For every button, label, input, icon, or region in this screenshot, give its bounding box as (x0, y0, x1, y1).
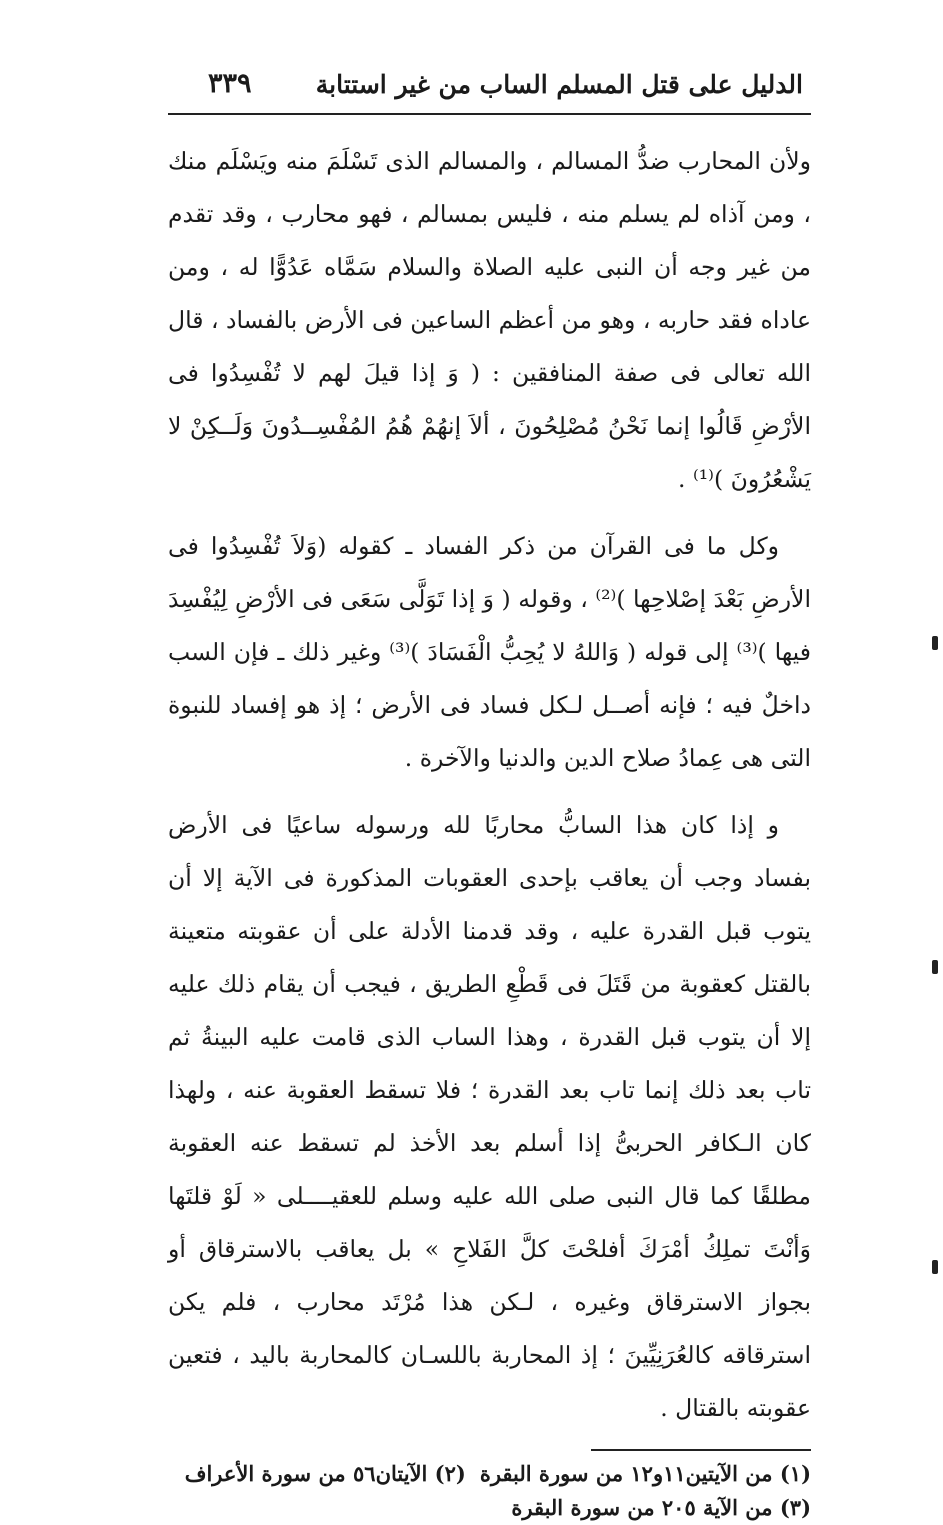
running-header (168, 68, 811, 115)
margin-mark (932, 1260, 938, 1274)
margin-mark (932, 960, 938, 974)
footnote-1: (١) من الآيتين١١و١٢ من سورة البقرة (479, 1461, 811, 1486)
footnote-line-1 (168, 1457, 811, 1491)
page-number: ٣٣٩ (208, 68, 252, 99)
footnotes (168, 1457, 811, 1525)
footnote-3: (٣) من الآية ٢٠٥ من سورة البقرة (511, 1495, 811, 1520)
footnote-divider (591, 1449, 811, 1451)
footnote-line-2 (168, 1491, 811, 1525)
main-text (168, 135, 811, 1435)
footnote-2: (٢) الآيتان٥٦ من سورة الأعراف (184, 1461, 466, 1486)
paragraph-2: وكل ما فى القرآن من ذكر الفساد ـ كقوله (وَلاَ تُفْسِدُوا فى الأرضِ بَعْدَ إصْلاحِها )⁽²⁾ ، وقوله ( وَ إذا تَوَلَّى سَعَى فى الأرْضِ لِيُفْسِدَ فيها )⁽³⁾ إلى قوله ( وَاللهُ لا يُحِبُّ الْفَسَادَ )⁽³⁾ وغير ذلك ـ فإن السب داخلٌ فيه ؛ فإنه أصــل لـكل فساد فى الأرض ؛ إذ هو إفساد للنبوة التى هى عِمادُ صلاح الدين والدنيا والآخرة . (168, 532, 811, 772)
paragraph-1: ولأن المحارب ضدُّ المسالم ، والمسالم الذى تَسْلَمَ منه ويَسْلَم منك ، ومن آذاه لم يسلم منه ، فليس بمسالم ، فهو محارب ، وقد تقدم من غير وجه أن النبى عليه الصلاة والسلام سَمَّاه عَدُوًّا له ، ومن عاداه فقد حاربه ، وهو من أعظم الساعين فى الأرض بالفساد ، قال الله تعالى فى صفة المنافقين : ( وَ إذا قيلَ لهم لا تُفْسِدُوا فى الأرْضِ قَالُوا إنما نَحْنُ مُصْلِحُونَ ، ألاَ إنهُمْ هُمُ المُفْسِــدُونَ وَلَــكِنْ لا يَشْعُرُونَ )⁽¹⁾ . (168, 147, 811, 493)
header-title: الدليل على قتل المسلم الساب من غير استتابة (315, 70, 803, 99)
margin-mark (932, 636, 938, 650)
paragraph-3: و إذا كان هذا السابُّ محاربًا لله ورسوله ساعيًا فى الأرض بفساد وجب أن يعاقب بإحدى العقوبات المذكورة فى الآية إلا أن يتوب قبل القدرة عليه ، وقد قدمنا الأدلة على أن عقوبته متعينة بالقتل كعقوبة من قَتَلَ فى قَطْعِ الطريق ، فيجب أن يقام ذلك عليه إلا أن يتوب قبل القدرة ، وهذا الساب الذى قامت عليه البينةُ ثم تاب بعد ذلك إنما تاب بعد القدرة ؛ فلا تسقط العقوبة عنه ، ولهذا كان الـكافر الحربىُّ إذا أسلم بعد الأخذ لم تسقط عنه العقوبة مطلقًا كما قال النبى صلى الله عليه وسلم للعقيــــلى « لَوْ قلتَها وَأنْتَ تملِكُ أمْرَكَ أفلحْتَ كلَّ الفَلاحِ » بل يعاقب بالاسترقاق أو بجواز الاسترقاق وغيره ، لـكن هذا مُرْتَد محارب ، فلم يكن استرقاقه كالعُرَنِيِّينَ ؛ إذ المحاربة باللسـان كالمحاربة باليد ، فتعين عقوبته بالقتال . (168, 811, 811, 1422)
